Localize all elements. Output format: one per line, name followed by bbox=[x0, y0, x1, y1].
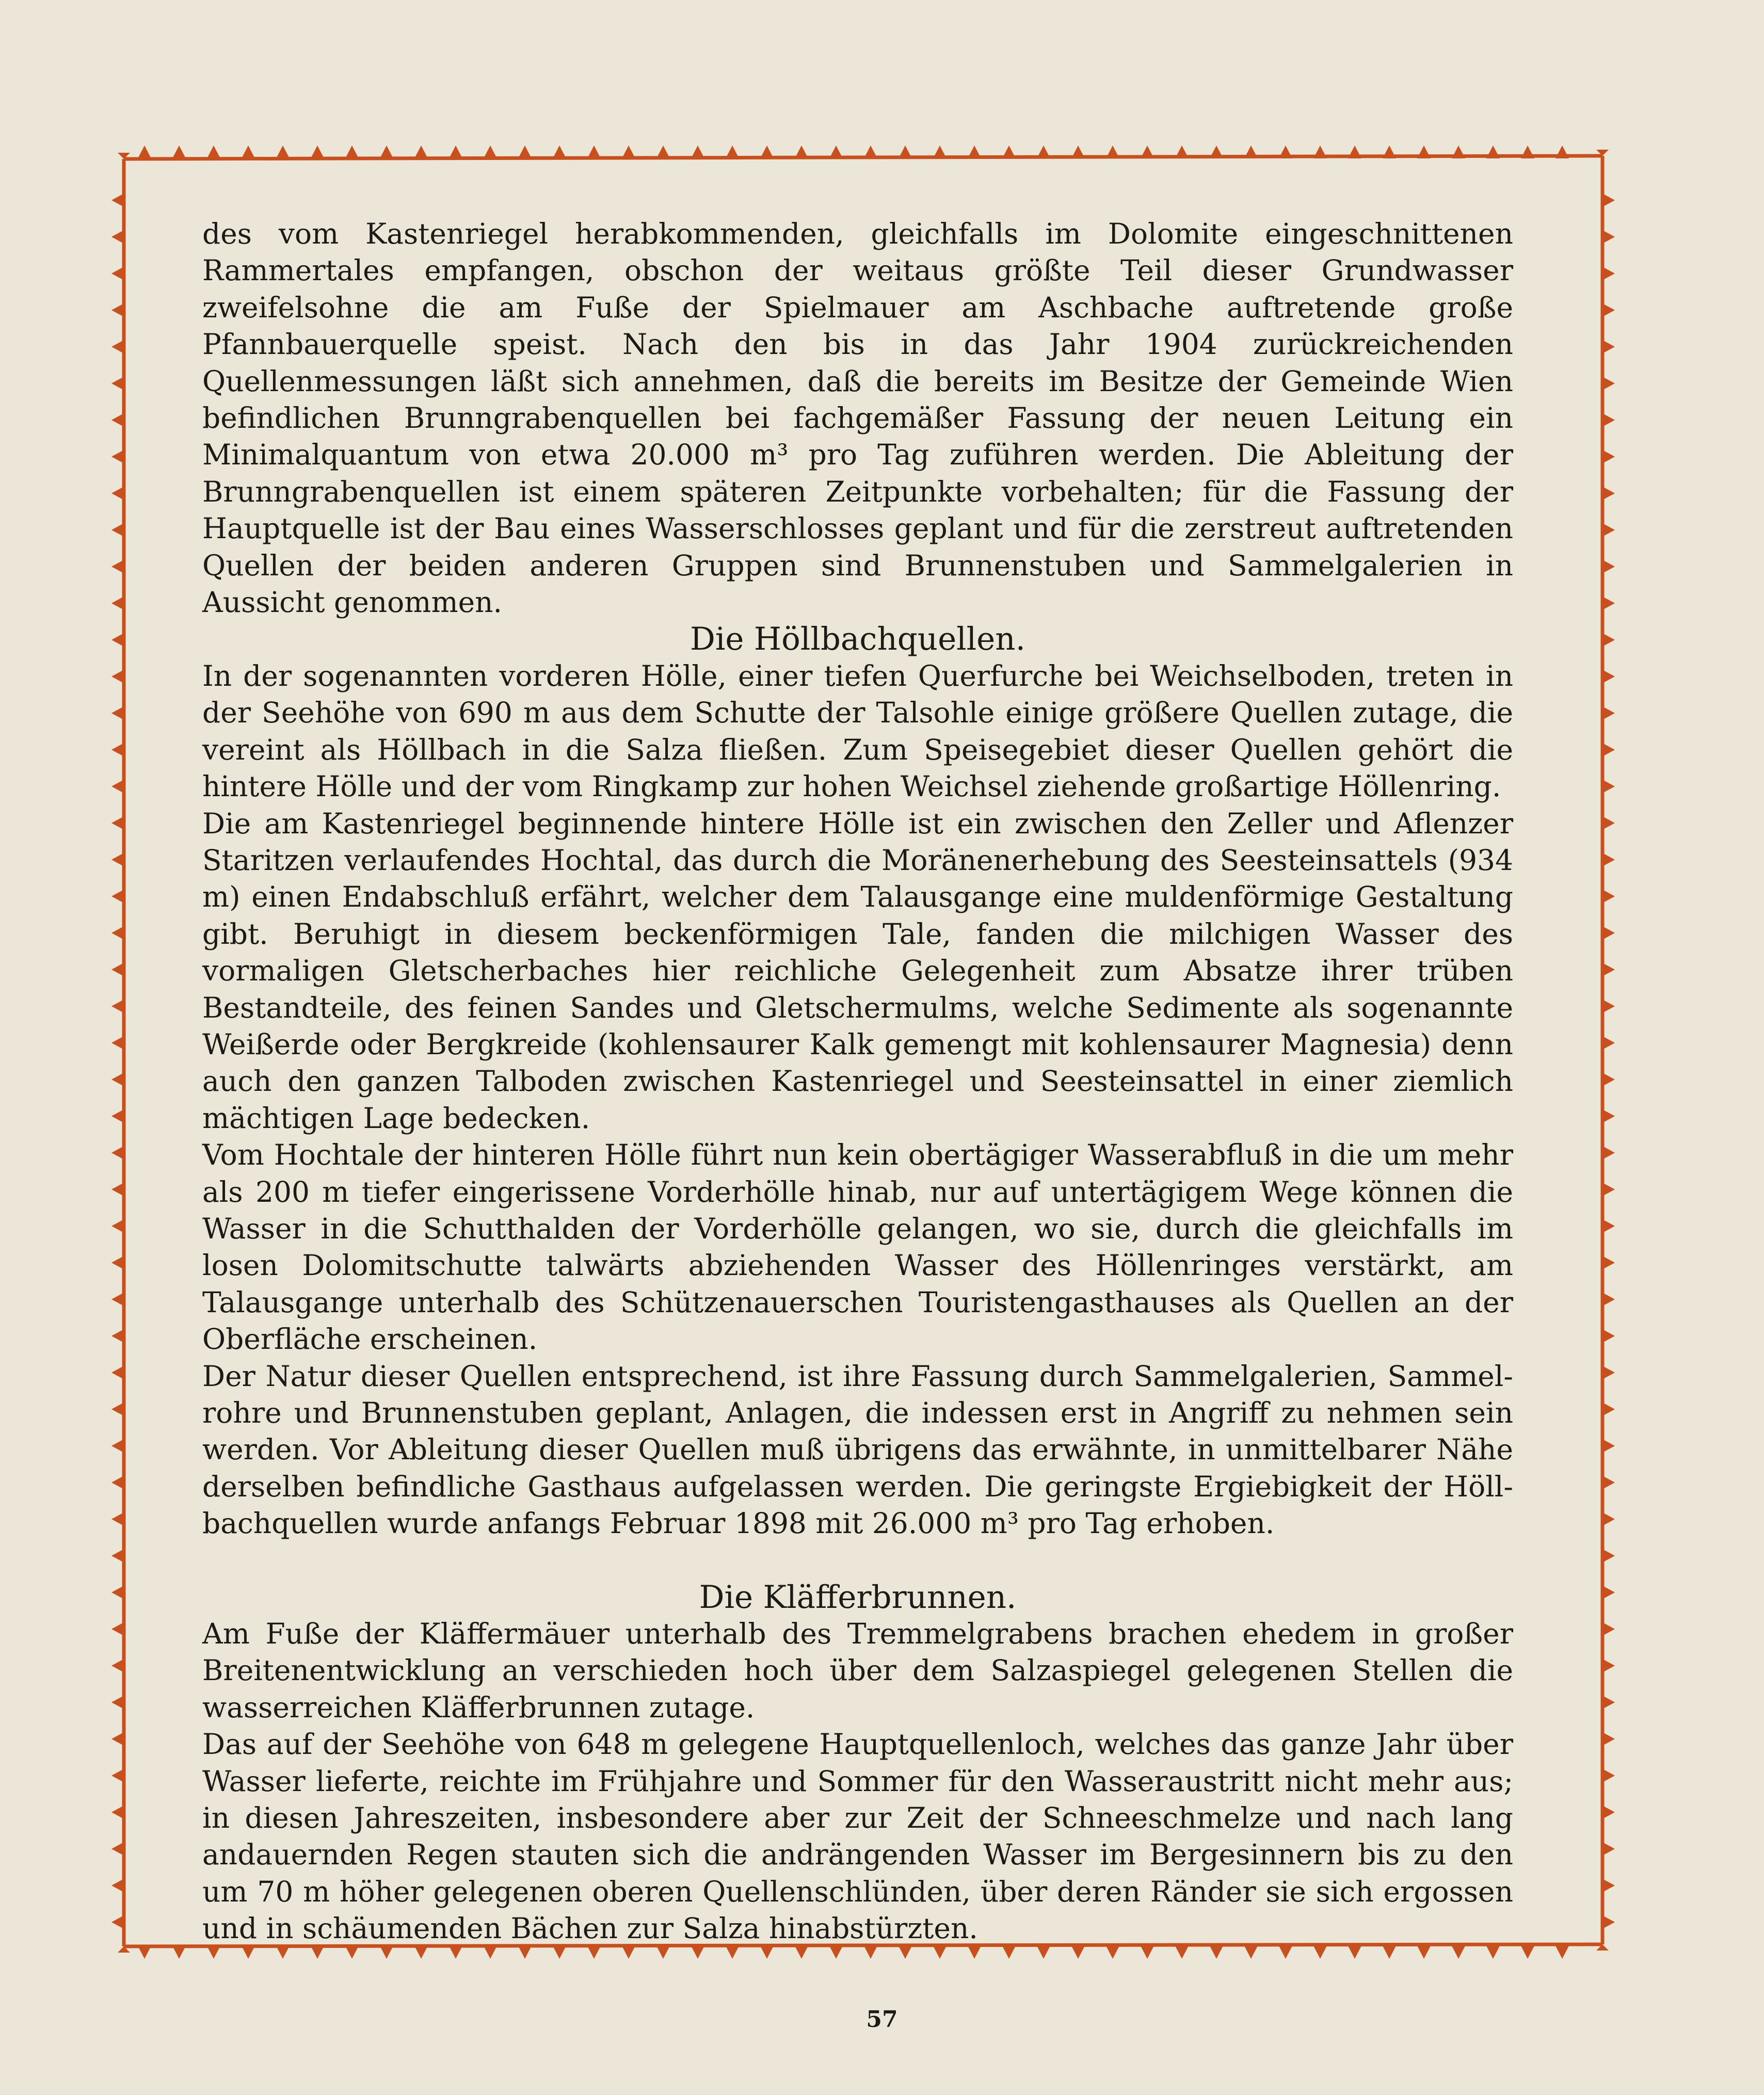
border-ornament bbox=[111, 1696, 124, 1709]
border-ornament bbox=[1602, 450, 1615, 463]
border-ornament bbox=[1602, 1109, 1615, 1123]
border-ornament bbox=[1602, 1036, 1615, 1050]
border-ornament bbox=[484, 146, 497, 158]
border-ornament bbox=[380, 1946, 393, 1959]
border-ornament bbox=[1602, 487, 1615, 500]
border-ornament bbox=[1002, 146, 1016, 158]
border-ornament bbox=[1602, 1000, 1615, 1013]
border-ornament bbox=[1279, 146, 1292, 158]
border-ornament bbox=[518, 146, 532, 158]
border-ornament bbox=[1452, 1946, 1465, 1959]
border-ornament bbox=[207, 1946, 220, 1959]
border-ornament bbox=[760, 1946, 774, 1959]
border-ornament bbox=[111, 1549, 124, 1562]
border-ornament bbox=[553, 146, 566, 158]
border-ornament bbox=[414, 1946, 428, 1959]
border-ornament bbox=[1602, 1732, 1615, 1746]
border-ornament bbox=[1313, 146, 1327, 158]
border-ornament bbox=[449, 146, 462, 158]
border-ornament bbox=[111, 450, 124, 463]
border-ornament bbox=[207, 146, 220, 158]
border-ornament bbox=[726, 146, 739, 158]
border-ornament bbox=[111, 1512, 124, 1526]
border-ornament bbox=[345, 146, 359, 158]
border-ornament bbox=[111, 1256, 124, 1269]
border-ornament bbox=[111, 1403, 124, 1416]
border-ornament bbox=[111, 1659, 124, 1672]
border-ornament bbox=[1037, 1946, 1050, 1959]
border-ornament bbox=[484, 1946, 497, 1959]
border-ornament bbox=[311, 146, 324, 158]
border-ornament bbox=[111, 377, 124, 390]
border-ornament bbox=[1071, 1946, 1085, 1959]
border-ornament bbox=[111, 1842, 124, 1856]
border-ornament bbox=[1602, 1769, 1615, 1782]
border-ornament bbox=[111, 1219, 124, 1233]
border-ornament bbox=[1002, 1946, 1016, 1959]
border-ornament bbox=[1602, 1696, 1615, 1709]
border-ornament bbox=[933, 146, 947, 158]
border-ornament bbox=[829, 146, 843, 158]
border-ornament bbox=[111, 1146, 124, 1159]
border-ornament bbox=[1141, 1946, 1154, 1959]
border-ornament bbox=[1417, 1946, 1431, 1959]
border-ornament bbox=[1602, 780, 1615, 793]
border-ornament bbox=[1175, 146, 1189, 158]
border-ornament bbox=[172, 1946, 186, 1959]
border-ornament bbox=[795, 146, 808, 158]
border-ornament bbox=[242, 146, 255, 158]
border-ornament bbox=[111, 1073, 124, 1086]
paragraph: Der Natur dieser Quellen entsprechend, ist ihre Fassung durch Sammelgalerien, Sammelrohre und Brunnenstuben geplant, Anlagen, die indessen erst in Angriff zu nehmen sein werden. Vor Ableitung dieser Quellen muß übrigens das erwähnte, in unmittelbarer Nähe derselben befindliche Gasthaus aufgelassen werden. Die geringste Ergiebigkeit der Höllbachquellen wurde anfangs Februar 1898 mit 26.000 m³ pro Tag erhoben. bbox=[202, 1359, 1513, 1540]
border-ornament bbox=[1106, 1946, 1119, 1959]
border-ornament bbox=[968, 146, 981, 158]
border-ornament bbox=[1602, 1586, 1615, 1599]
border-ornament bbox=[1486, 146, 1500, 158]
border-ornament bbox=[1602, 670, 1615, 683]
border-ornament bbox=[1602, 633, 1615, 647]
border-ornament bbox=[1210, 1946, 1223, 1959]
border-ornament bbox=[1602, 1366, 1615, 1379]
border-ornament bbox=[111, 1183, 124, 1196]
border-ornament bbox=[1555, 146, 1569, 158]
border-ornament bbox=[1602, 1806, 1615, 1819]
border-ornament bbox=[864, 146, 877, 158]
border-ornament bbox=[1602, 1476, 1615, 1489]
border-ornament bbox=[111, 1000, 124, 1013]
border-ornament bbox=[1602, 1842, 1615, 1856]
border-ornament bbox=[1602, 926, 1615, 940]
article-body bbox=[202, 216, 1513, 1947]
border-ornament bbox=[1602, 1879, 1615, 1892]
border-ornament bbox=[111, 1806, 124, 1819]
border-ornament bbox=[1175, 1946, 1189, 1959]
border-ornament bbox=[111, 230, 124, 244]
paragraph: Vom Hochtale der hinteren Hölle führt nun kein obertägiger Wasserabfluß in die um mehr als 200 m tiefer eingerissene Vorderhölle hinab, nur auf untertägigem Wege können die Wasser in die Schutthalden der Vorderhölle gelangen, wo sie, durch die gleichfalls im losen Dolomitschutte talwärts abziehenden Wasser des Höllenringes verstärkt, am Talausgange unterhalb des Schützenauerschen Touristengasthauses als Quellen an der Oberfläche erscheinen. bbox=[202, 1138, 1513, 1356]
border-ornament bbox=[111, 1915, 124, 1929]
border-ornament bbox=[1602, 1659, 1615, 1672]
border-ornament bbox=[111, 413, 124, 427]
border-ornament bbox=[111, 816, 124, 830]
border-ornament bbox=[111, 597, 124, 610]
border-ornament bbox=[1383, 1946, 1396, 1959]
border-ornament bbox=[933, 1946, 947, 1959]
border-ornament bbox=[1602, 413, 1615, 427]
border-ornament bbox=[111, 560, 124, 573]
border-ornament bbox=[1602, 1439, 1615, 1453]
border-ornament bbox=[1279, 1946, 1292, 1959]
border-ornament bbox=[1106, 146, 1119, 158]
border-ornament bbox=[111, 743, 124, 756]
paragraph: Die am Kastenriegel beginnende hintere Hölle ist ein zwischen den Zeller und Aflenzer Staritzen verlaufendes Hochtal, das durch die Moränenerhebung des Seesteinsattels (934 m) einen Endabschluß erfährt, welcher dem Talausgange eine muldenförmige Gestaltung gibt. Beruhigt in diesem beckenförmigen Tale, fanden die milchigen Wasser des vormaligen Gletscherbaches hier reichliche Gelegenheit zum Absatze ihrer trüben Bestandteile, des feinen Sandes und Gletschermulms, welche Sedimente als sogenannte Weißerde oder Bergkreide (kohlensaurer Kalk gemengt mit kohlensaurer Magnesia) denn auch den ganzen Talboden zwischen Kastenriegel und Seesteinsattel in einer ziemlich mächtigen Lage bedecken. bbox=[202, 807, 1513, 1135]
border-ornament bbox=[1244, 146, 1258, 158]
border-ornament bbox=[111, 1732, 124, 1746]
border-ornament bbox=[1383, 146, 1396, 158]
border-ornament bbox=[760, 146, 774, 158]
paragraph: des vom Kastenriegel herabkommenden, gleichfalls im Dolomite eingeschnittenen Rammertales empfangen, obschon der weitaus größte Teil dieser Grundwasser zweifelsohne die am Fuße der Spielmauer am Aschbache auftretende große Pfannbauerquelle speist. Nach den bis in das Jahr 1904 zurückreichenden Quellenmessungen läßt sich annehmen, daß die bereits im Besitze der Gemeinde Wien befindlichen Brunngrabenquellen bei fachgemäßer Fassung der neuen Leitung ein Minimalquantum von etwa 20.000 m³ pro Tag zuführen werden. Die Ableitung der Brunngrabenquellen ist einem späteren Zeitpunkte vorbehalten; für die Fassung der Hauptquelle ist der Bau eines Wasserschlosses geplant und für die zerstreut auftretenden Quellen der beiden anderen Gruppen sind Brunnenstuben und Sammelgalerien in Aussicht genommen. bbox=[202, 217, 1513, 619]
border-ornament bbox=[1602, 706, 1615, 720]
page-number: 57 bbox=[866, 2006, 898, 2033]
border-ornament bbox=[1602, 597, 1615, 610]
border-ornament bbox=[380, 146, 393, 158]
border-ornament bbox=[1602, 1329, 1615, 1343]
border-ornament bbox=[1602, 1256, 1615, 1269]
border-ornament bbox=[518, 1946, 532, 1959]
border-ornament bbox=[795, 1946, 808, 1959]
border-ornament bbox=[449, 1946, 462, 1959]
border-ornament bbox=[1602, 890, 1615, 903]
border-ornament bbox=[1602, 743, 1615, 756]
border-ornament bbox=[1602, 1219, 1615, 1233]
border-ornament bbox=[1602, 1622, 1615, 1636]
border-ornament bbox=[1210, 146, 1223, 158]
border-ornament bbox=[1141, 146, 1154, 158]
section-heading-klaefferbrunnen: Die Kläfferbrunnen. bbox=[699, 1578, 1017, 1616]
border-ornament bbox=[111, 780, 124, 793]
border-ornament bbox=[111, 487, 124, 500]
border-ornament bbox=[656, 146, 670, 158]
border-ornament bbox=[1417, 146, 1431, 158]
border-ornament bbox=[311, 1946, 324, 1959]
border-ornament bbox=[111, 340, 124, 353]
border-ornament bbox=[111, 1293, 124, 1306]
border-ornament bbox=[1555, 1946, 1569, 1959]
border-ornament bbox=[1602, 303, 1615, 317]
border-ornament bbox=[829, 1946, 843, 1959]
border-ornament bbox=[1452, 146, 1465, 158]
border-ornament bbox=[1486, 1946, 1500, 1959]
border-ornament bbox=[726, 1946, 739, 1959]
border-ornament bbox=[111, 1879, 124, 1892]
border-ornament bbox=[1602, 194, 1615, 207]
paragraph: In der sogenannten vorderen Hölle, einer tiefen Querfurche bei Weichselboden, treten in der Seehöhe von 690 m aus dem Schutte der Talsohle einige größere Quellen zutage, die vereint als Höllbach in die Salza fließen. Zum Speisegebiet dieser Quellen gehört die hintere Hölle und der vom Ringkamp zur hohen Weichsel ziehende großartige Höllenring. bbox=[202, 659, 1513, 803]
border-ornament bbox=[1348, 146, 1361, 158]
border-ornament bbox=[1348, 1946, 1361, 1959]
border-ornament bbox=[553, 1946, 566, 1959]
border-ornament bbox=[864, 1946, 877, 1959]
border-ornament bbox=[276, 146, 290, 158]
border-ornament bbox=[1602, 1549, 1615, 1562]
border-ornament bbox=[656, 1946, 670, 1959]
border-ornament bbox=[172, 146, 186, 158]
border-ornament bbox=[899, 1946, 912, 1959]
border-ornament bbox=[587, 146, 601, 158]
border-ornament bbox=[111, 1622, 124, 1636]
border-ornament bbox=[1244, 1946, 1258, 1959]
paragraph: Das auf der Seehöhe von 648 m gelegene Hauptquellenloch, welches das ganze Jahr über Wasser lieferte, reichte im Frühjahre und Sommer für den Wasseraustritt nicht mehr aus; in diesen Jahreszeiten, insbesondere aber zur Zeit der Schneeschmelze und nach lang andauernden Regen stauten sich die andrängenden Wasser im Bergesinnern bis zu den um 70 m höher gelegenen oberen Quellenschlünden, über deren Ränder sie sich ergossen und in schäumenden Bächen zur Salza hinabstürzten. bbox=[202, 1728, 1513, 1945]
border-ornament bbox=[111, 1586, 124, 1599]
border-ornament bbox=[414, 146, 428, 158]
border-ornament bbox=[1602, 1512, 1615, 1526]
border-ornament bbox=[111, 633, 124, 647]
border-ornament bbox=[111, 523, 124, 537]
border-ornament bbox=[111, 963, 124, 976]
border-ornament bbox=[111, 194, 124, 207]
border-ornament bbox=[111, 670, 124, 683]
border-ornament bbox=[111, 1329, 124, 1343]
border-ornament bbox=[111, 853, 124, 866]
border-ornament bbox=[691, 1946, 704, 1959]
border-ornament bbox=[1602, 853, 1615, 866]
border-ornament bbox=[111, 1366, 124, 1379]
border-ornament bbox=[111, 1036, 124, 1050]
border-ornament bbox=[968, 1946, 981, 1959]
border-ornament bbox=[1602, 1183, 1615, 1196]
section-heading-hoellbachquellen: Die Höllbachquellen. bbox=[690, 621, 1025, 658]
border-ornament bbox=[345, 1946, 359, 1959]
paragraph: Am Fuße der Kläffermäuer unterhalb des Tremmelgrabens brachen ehedem in großer Breitenentwicklung an verschieden hoch über dem Salzaspiegel gelegenen Stellen die wasserreichen Kläfferbrunnen zutage. bbox=[202, 1617, 1513, 1724]
border-ornament bbox=[1602, 340, 1615, 353]
border-ornament bbox=[622, 1946, 635, 1959]
border-ornament bbox=[1602, 1146, 1615, 1159]
border-ornament bbox=[1602, 1073, 1615, 1086]
border-ornament bbox=[899, 146, 912, 158]
border-ornament bbox=[111, 1439, 124, 1453]
border-ornament bbox=[1037, 146, 1050, 158]
border-ornament bbox=[1313, 1946, 1327, 1959]
border-ornament bbox=[111, 706, 124, 720]
border-ornament bbox=[1602, 230, 1615, 244]
border-ornament bbox=[1602, 560, 1615, 573]
border-ornament bbox=[1602, 963, 1615, 976]
border-ornament bbox=[587, 1946, 601, 1959]
border-ornament bbox=[111, 1109, 124, 1123]
border-ornament bbox=[111, 267, 124, 280]
border-ornament bbox=[1521, 1946, 1534, 1959]
border-ornament bbox=[1602, 1403, 1615, 1416]
border-ornament bbox=[242, 1946, 255, 1959]
border-ornament bbox=[622, 146, 635, 158]
border-ornament bbox=[1521, 146, 1534, 158]
border-ornament bbox=[111, 1769, 124, 1782]
border-ornament bbox=[111, 890, 124, 903]
border-ornament bbox=[1602, 1293, 1615, 1306]
border-ornament bbox=[111, 303, 124, 317]
border-ornament bbox=[1602, 1915, 1615, 1929]
border-ornament bbox=[1602, 377, 1615, 390]
border-ornament bbox=[111, 1476, 124, 1489]
border-ornament bbox=[1602, 523, 1615, 537]
border-ornament bbox=[1602, 816, 1615, 830]
border-ornament bbox=[138, 146, 151, 158]
border-ornament bbox=[138, 1946, 151, 1959]
border-ornament bbox=[1602, 267, 1615, 280]
border-ornament bbox=[276, 1946, 290, 1959]
border-ornament bbox=[111, 926, 124, 940]
border-ornament bbox=[691, 146, 704, 158]
border-ornament bbox=[1071, 146, 1085, 158]
